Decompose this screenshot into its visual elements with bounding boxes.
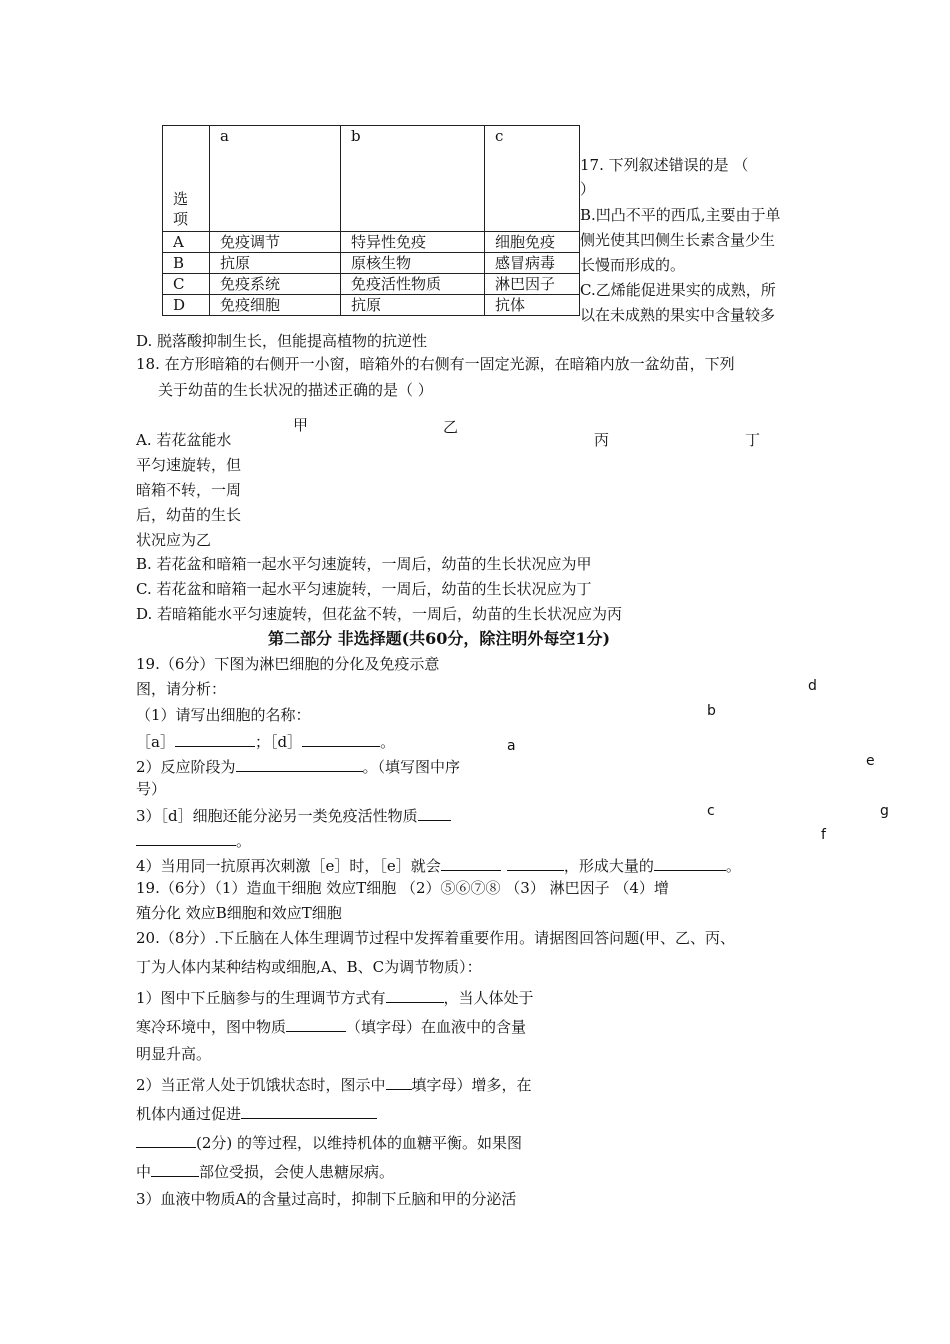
q19-sub1-answer-line — [136, 733, 395, 750]
table-cell: 免疫细胞 — [210, 295, 341, 316]
answer-blank[interactable] — [175, 733, 255, 747]
q20-sub1 — [136, 989, 534, 1006]
q19-stem: 19.（6分）下图为淋巴细胞的分化及免疫示意 — [136, 655, 440, 673]
table-cell: 免疫调节 — [210, 232, 341, 253]
q18-option-a: A. 若花盆能水 — [136, 431, 232, 449]
q19-sub3 — [136, 807, 451, 824]
q18-stem-cont: 关于幼苗的生长状况的描述正确的是（ ） — [158, 381, 433, 399]
q19-sub3-text: 3）［d］细胞还能分泌另一类免疫活性物质 — [136, 807, 418, 825]
q20-sub2-text: 2）当正常人处于饥饿状态时，图示中 — [136, 1076, 386, 1094]
table-header-row — [163, 126, 580, 232]
q18-option-a-line3: 暗箱不转，一周 — [136, 481, 242, 499]
q19-sub2 — [136, 758, 460, 775]
table-cell: 淋巴因子 — [485, 274, 580, 295]
q17-stem: 17. 下列叙述错误的是 （ — [580, 156, 749, 174]
q20-sub2-text-2: 机体内通过促进 — [136, 1105, 242, 1123]
table-cell: A — [163, 232, 210, 253]
q17-stem-cont: ） — [580, 180, 596, 198]
figure-label-yi: 乙 — [443, 418, 459, 436]
table-head-cell: b — [341, 126, 485, 232]
figure-label-bing: 丙 — [594, 431, 610, 449]
table-cell: 感冒病毒 — [485, 253, 580, 274]
answer-blank[interactable] — [507, 857, 564, 871]
q19-sub3-cont — [136, 832, 251, 849]
q19-sub2-cont: 号） — [136, 780, 167, 798]
answer-blank[interactable] — [151, 1163, 199, 1177]
q18-option-b: B. 若花盆和暗箱一起水平匀速旋转，一周后，幼苗的生长状况应为甲 — [136, 555, 592, 573]
q20-sub1-line3: 明显升高。 — [136, 1045, 212, 1063]
figure-label-jia: 甲 — [293, 416, 309, 434]
table-cell: 特异性免疫 — [341, 232, 485, 253]
q20-sub2-text-4: 中 — [136, 1163, 152, 1181]
table-cell: B — [163, 253, 210, 274]
q20-sub1-text-2: 寒冷环境中，图中物质 — [136, 1018, 287, 1036]
q20-sub2 — [136, 1076, 532, 1093]
table-head-cell: a — [210, 126, 341, 232]
answer-blank[interactable] — [136, 1134, 196, 1148]
table-cell: 抗原 — [341, 295, 485, 316]
q20-sub3: 3）血液中物质A的含量过高时，抑制下丘脑和甲的分泌活 — [136, 1190, 517, 1208]
q17-option-c-line2: 以在未成熟的果实中含量较多 — [580, 306, 776, 324]
q19-stem-cont: 图，请分析： — [136, 680, 227, 698]
table-row — [163, 274, 580, 295]
diagram-label-b: b — [707, 703, 716, 719]
q20-sub2-line2 — [136, 1105, 377, 1122]
q19-sub4-end: 。 — [725, 857, 741, 875]
answer-blank[interactable] — [286, 1018, 346, 1032]
q19-answer: 19.（6分）（1）造血干细胞 效应T细胞 （2）⑤⑥⑦⑧ （3） 淋巴因子 （4）增 — [136, 879, 669, 897]
answer-blank[interactable] — [302, 733, 380, 747]
table-row — [163, 232, 580, 253]
diagram-label-f: f — [821, 827, 826, 843]
q19-answer-cont: 殖分化 效应B细胞和效应T细胞 — [136, 904, 342, 922]
answer-blank[interactable] — [386, 1076, 412, 1090]
q18-option-d: D. 若暗箱能水平匀速旋转，但花盆不转，一周后，幼苗的生长状况应为丙 — [136, 605, 623, 623]
q19-sub3-end: 。 — [236, 832, 252, 850]
q19-sub1: （1）请写出细胞的名称： — [136, 706, 311, 724]
answer-blank[interactable] — [418, 807, 451, 821]
q20-sub2-text-4b: 部位受损，会使人患糖尿病。 — [199, 1163, 395, 1181]
q19-sub2-end: 。（填写图中序 — [362, 758, 461, 776]
q20-stem: 20.（8分）.下丘脑在人体生理调节过程中发挥着重要作用。请据图回答问题(甲、乙、丙、 — [136, 929, 736, 947]
q19-label-d: ；［d］ — [254, 733, 303, 751]
part2-title: 第二部分 非选择题(共60分，除注明外每空1分) — [268, 629, 611, 648]
figure-label-ding: 丁 — [745, 431, 761, 449]
q20-stem-cont: 丁为人体内某种结构或细胞,A、B、C为调节物质）： — [136, 958, 482, 976]
answer-blank[interactable] — [236, 758, 363, 772]
table-head-cell: c — [485, 126, 580, 232]
q18-option-a-line4: 后，幼苗的生长 — [136, 506, 242, 524]
table-cell: 免疫活性物质 — [341, 274, 485, 295]
q20-sub2-line3 — [136, 1134, 522, 1151]
q20-sub2-line4 — [136, 1163, 394, 1180]
q20-sub2-text-3: (2分) 的等过程，以维持机体的血糖平衡。如果图 — [196, 1134, 523, 1152]
q17-option-b-line2: 侧光使其凹侧生长素含量少生 — [580, 231, 776, 249]
table-cell: 原核生物 — [341, 253, 485, 274]
q17-option-b: B.凹凸不平的西瓜,主要由于单 — [580, 206, 781, 224]
table-cell: C — [163, 274, 210, 295]
table-cell: 抗原 — [210, 253, 341, 274]
q17-option-c: C.乙烯能促进果实的成熟，所 — [580, 281, 776, 299]
diagram-label-g: g — [880, 803, 889, 819]
answer-blank[interactable] — [241, 1105, 377, 1119]
q18-option-a-line5: 状况应为乙 — [136, 531, 212, 549]
diagram-label-d: d — [808, 678, 817, 694]
q20-sub1-text-b: ，当人体处于 — [443, 989, 534, 1007]
q20-sub1-text-2b: （填字母）在血液中的含量 — [346, 1018, 527, 1036]
q19-sub2-text: 2）反应阶段为 — [136, 758, 236, 776]
answer-blank[interactable] — [386, 989, 444, 1003]
answer-blank[interactable] — [136, 832, 236, 846]
answer-blank[interactable] — [654, 857, 726, 871]
q19-sub1-end: 。 — [380, 733, 396, 751]
table-cell: 细胞免疫 — [485, 232, 580, 253]
diagram-label-c: c — [707, 803, 715, 819]
q18-option-c: C. 若花盆和暗箱一起水平匀速旋转，一周后，幼苗的生长状况应为丁 — [136, 580, 592, 598]
table-head-cell: 选 项 — [163, 126, 210, 232]
q19-sub4 — [136, 857, 741, 874]
q19-sub4-mid: ，形成大量的 — [563, 857, 654, 875]
q19-label-a: ［a］ — [136, 733, 175, 751]
diagram-label-e: e — [866, 753, 875, 769]
q18-option-a-line2: 平匀速旋转，但 — [136, 456, 242, 474]
q20-sub2-text-b: 填字母）增多，在 — [411, 1076, 532, 1094]
table-row — [163, 295, 580, 316]
q18-stem: 18. 在方形暗箱的右侧开一小窗，暗箱外的右侧有一固定光源，在暗箱内放一盆幼苗，下列 — [136, 355, 735, 373]
table-cell: D — [163, 295, 210, 316]
q17-option-b-line3: 长慢而形成的。 — [580, 256, 686, 274]
diagram-label-a: a — [507, 738, 516, 754]
table-cell: 免疫系统 — [210, 274, 341, 295]
q20-sub1-line2 — [136, 1018, 526, 1035]
q20-sub1-text: 1）图中下丘脑参与的生理调节方式有 — [136, 989, 386, 1007]
table-cell: 抗体 — [485, 295, 580, 316]
options-table — [162, 125, 580, 316]
table-row — [163, 253, 580, 274]
q17-option-d: D. 脱落酸抑制生长，但能提高植物的抗逆性 — [136, 332, 428, 350]
q19-sub4-text: 4）当用同一抗原再次刺激［e］时，［e］就会 — [136, 857, 441, 875]
answer-blank[interactable] — [441, 857, 501, 871]
